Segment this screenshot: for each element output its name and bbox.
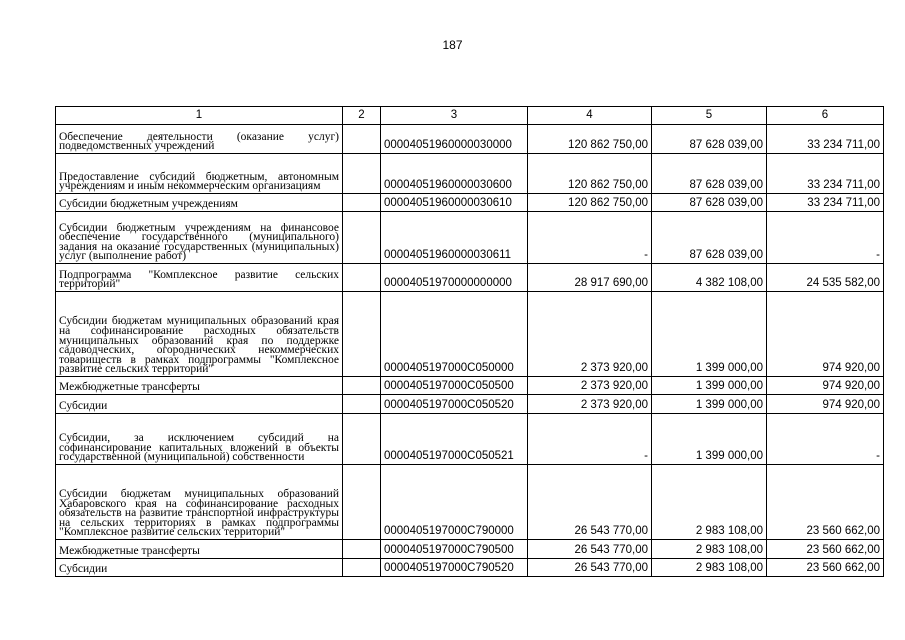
row-name: Субсидии бюджетным учреждениям на финансовое обеспечение государственного (муниципального) задания на оказание государственных (муниципальных) услуг (выполнение работ): [56, 212, 343, 264]
table-row: [56, 292, 884, 377]
row-value-4: 120 862 750,00: [528, 125, 652, 154]
row-name: Субсидии: [56, 559, 343, 577]
row-name: Субсидии бюджетам муниципальных образований Хабаровского края на софинансирование расходных обязательств на развитие транспортной инфраструктуры на сельских территориях в рамках подпрограммы "Комплексное развитие сельских территорий": [56, 465, 343, 540]
row-col2: [343, 264, 381, 292]
row-col2: [343, 212, 381, 264]
row-code: 0000405197000C790000: [381, 465, 528, 540]
row-value-5: 2 983 108,00: [652, 559, 767, 577]
row-value-5: 1 399 000,00: [652, 414, 767, 465]
row-value-6: 24 535 582,00: [767, 264, 884, 292]
row-value-6: 974 920,00: [767, 292, 884, 377]
row-value-6: 23 560 662,00: [767, 559, 884, 577]
row-value-4: 120 862 750,00: [528, 194, 652, 212]
header-col-2: 2: [343, 107, 381, 125]
budget-table: [55, 106, 884, 577]
row-name: Субсидии: [56, 395, 343, 414]
row-value-4: 2 373 920,00: [528, 395, 652, 414]
row-name: Межбюджетные трансферты: [56, 377, 343, 395]
row-value-6: 33 234 711,00: [767, 125, 884, 154]
table-row: [56, 465, 884, 540]
page-number: 187: [442, 38, 463, 52]
row-name: Субсидии бюджетным учреждениям: [56, 194, 343, 212]
row-value-6: -: [767, 414, 884, 465]
row-code: 00004051970000000000: [381, 264, 528, 292]
row-value-5: 4 382 108,00: [652, 264, 767, 292]
table-row: [56, 212, 884, 264]
table-body: [56, 125, 884, 577]
row-value-5: 87 628 039,00: [652, 125, 767, 154]
row-value-5: 87 628 039,00: [652, 194, 767, 212]
table-row: [56, 125, 884, 154]
row-name: Обеспечение деятельности (оказание услуг) подведомственных учреждений: [56, 125, 343, 154]
table-row: [56, 154, 884, 194]
row-value-6: -: [767, 212, 884, 264]
row-value-6: 974 920,00: [767, 395, 884, 414]
row-name: Межбюджетные трансферты: [56, 540, 343, 559]
row-name: Предоставление субсидий бюджетным, автономным учреждениям и иным некоммерческим организациям: [56, 154, 343, 194]
row-name: Подпрограмма "Комплексное развитие сельских территорий": [56, 264, 343, 292]
table-row: [56, 559, 884, 577]
row-col2: [343, 465, 381, 540]
row-value-4: 120 862 750,00: [528, 154, 652, 194]
header-col-1: 1: [56, 107, 343, 125]
row-value-5: 87 628 039,00: [652, 212, 767, 264]
row-value-4: 2 373 920,00: [528, 292, 652, 377]
row-value-5: 1 399 000,00: [652, 377, 767, 395]
table-row: [56, 414, 884, 465]
row-value-6: 33 234 711,00: [767, 154, 884, 194]
table-row: [56, 194, 884, 212]
row-value-4: 2 373 920,00: [528, 377, 652, 395]
row-code: 00004051960000030610: [381, 194, 528, 212]
row-value-5: 87 628 039,00: [652, 154, 767, 194]
row-value-6: 33 234 711,00: [767, 194, 884, 212]
header-row: [56, 107, 884, 125]
row-code: 00004051960000030000: [381, 125, 528, 154]
row-code: 0000405197000C790520: [381, 559, 528, 577]
row-value-5: 1 399 000,00: [652, 395, 767, 414]
row-code: 0000405197000C050521: [381, 414, 528, 465]
row-col2: [343, 125, 381, 154]
row-code: 0000405197000C050520: [381, 395, 528, 414]
row-col2: [343, 414, 381, 465]
row-code: 0000405197000C790500: [381, 540, 528, 559]
row-value-4: 26 543 770,00: [528, 540, 652, 559]
row-code: 0000405197000C050500: [381, 377, 528, 395]
row-code: 00004051960000030611: [381, 212, 528, 264]
row-col2: [343, 559, 381, 577]
row-name: Субсидии бюджетам муниципальных образований края на софинансирование расходных обязательств муниципальных образований края по поддержке садоводческих, огороднических некоммерческих товариществ в рамках подпрограммы "Комплексное развитие сельских территорий": [56, 292, 343, 377]
header-col-3: 3: [381, 107, 528, 125]
table-header: [56, 107, 884, 125]
row-name: Субсидии, за исключением субсидий на софинансирование капитальных вложений в объекты государственной (муниципальной) собственности: [56, 414, 343, 465]
row-value-4: 28 917 690,00: [528, 264, 652, 292]
row-value-4: 26 543 770,00: [528, 465, 652, 540]
row-value-6: 23 560 662,00: [767, 540, 884, 559]
table-row: [56, 264, 884, 292]
row-value-5: 1 399 000,00: [652, 292, 767, 377]
row-col2: [343, 540, 381, 559]
row-col2: [343, 194, 381, 212]
row-value-6: 974 920,00: [767, 377, 884, 395]
table-row: [56, 395, 884, 414]
row-code: 0000405197000C050000: [381, 292, 528, 377]
row-value-5: 2 983 108,00: [652, 465, 767, 540]
table-row: [56, 540, 884, 559]
row-col2: [343, 154, 381, 194]
row-value-4: 26 543 770,00: [528, 559, 652, 577]
row-col2: [343, 395, 381, 414]
row-col2: [343, 377, 381, 395]
header-col-5: 5: [652, 107, 767, 125]
row-code: 00004051960000030600: [381, 154, 528, 194]
row-value-4: -: [528, 212, 652, 264]
table-row: [56, 377, 884, 395]
row-value-5: 2 983 108,00: [652, 540, 767, 559]
row-value-4: -: [528, 414, 652, 465]
header-col-4: 4: [528, 107, 652, 125]
row-value-6: 23 560 662,00: [767, 465, 884, 540]
row-col2: [343, 292, 381, 377]
header-col-6: 6: [767, 107, 884, 125]
